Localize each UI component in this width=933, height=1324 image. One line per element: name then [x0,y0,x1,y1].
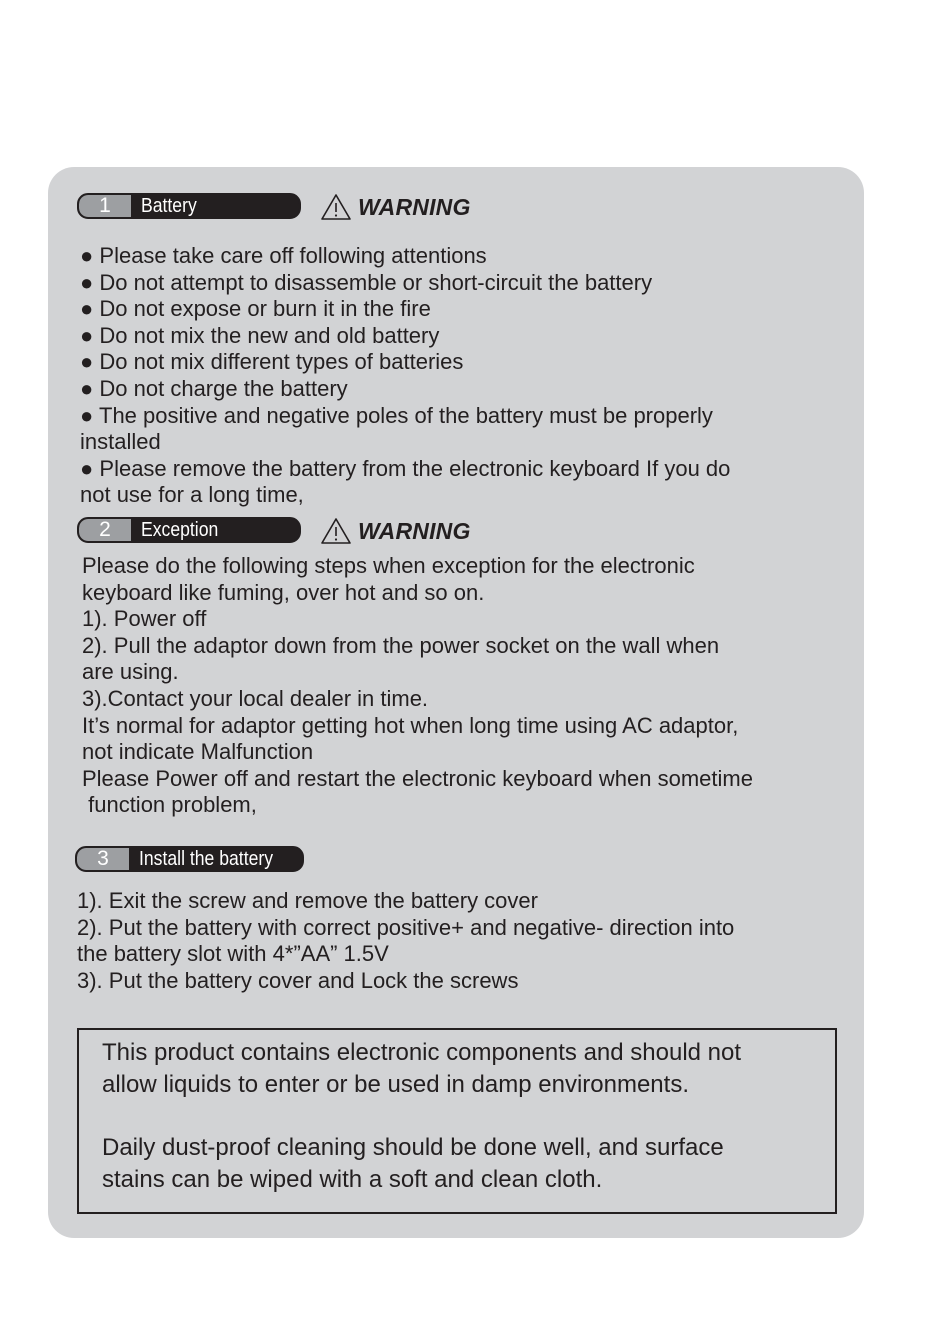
text-line: not indicate Malfunction [82,739,314,765]
text-line: are using. [82,659,179,685]
warning-label [320,192,471,222]
text-line: Please Power off and restart the electronic keyboard when sometime [82,765,753,791]
text-line: the battery slot with 4*”AA” 1.5V [77,941,389,967]
section-number: 3 [77,848,129,870]
text-line: 2). Put the battery with correct positive+ and negative- direction into [77,914,735,940]
notice-paragraph-1 [102,1037,741,1101]
install-steps [77,888,734,994]
text-line: Please do the following steps when exception for the electronic [82,553,695,578]
text-line: ● Do not mix different types of batteries [80,349,464,375]
text-line: function problem, [82,792,257,818]
notice-box [77,1028,837,1214]
text-line: 1). Exit the screw and remove the battery cover [77,888,538,913]
text-line: installed [80,429,161,455]
section-tab-install [75,846,304,872]
text-line: 3).Contact your local dealer in time. [82,685,429,711]
text-line: ● Do not expose or burn it in the fire [80,296,431,322]
text-line: ● Please remove the battery from the electronic keyboard If you do [80,455,731,481]
text-line: keyboard like fuming, over hot and so on. [82,579,485,605]
warning-triangle-icon [320,517,352,545]
warning-text: WARNING [358,193,471,220]
text-line: stains can be wiped with a soft and clean cloth. [102,1166,603,1193]
section-tab-exception [77,517,301,543]
text-line: not use for a long time, [80,482,304,508]
section-title: Install the battery [139,848,274,870]
section-number: 1 [79,195,131,217]
text-line: It’s normal for adaptor getting hot when long time using AC adaptor, [82,712,739,738]
section-number: 2 [79,519,131,541]
warning-triangle-icon [320,193,352,221]
text-line: ● The positive and negative poles of the battery must be properly [80,402,713,428]
warning-text: WARNING [358,517,471,544]
text-line: ● Do not mix the new and old battery [80,322,440,348]
section-title: Exception [141,519,219,541]
text-line: allow liquids to enter or be used in damp environments. [102,1071,689,1098]
text-line: ● Do not charge the battery [80,375,348,401]
text-line: Daily dust-proof cleaning should be done well, and surface [102,1134,724,1161]
section-title: Battery [141,195,197,217]
section-tab-battery [77,193,301,219]
warning-label [320,516,471,546]
exception-steps [82,553,753,819]
text-line: ● Do not attempt to disassemble or short-circuit the battery [80,269,653,295]
text-line: ● Please take care off following attentions [80,243,487,268]
text-line: 2). Pull the adaptor down from the power socket on the wall when [82,632,720,658]
text-line: 1). Power off [82,606,207,632]
text-line: 3). Put the battery cover and Lock the screws [77,967,519,993]
text-line: This product contains electronic components and should not [102,1039,742,1066]
notice-paragraph-2 [102,1132,724,1196]
battery-precautions [80,243,730,509]
